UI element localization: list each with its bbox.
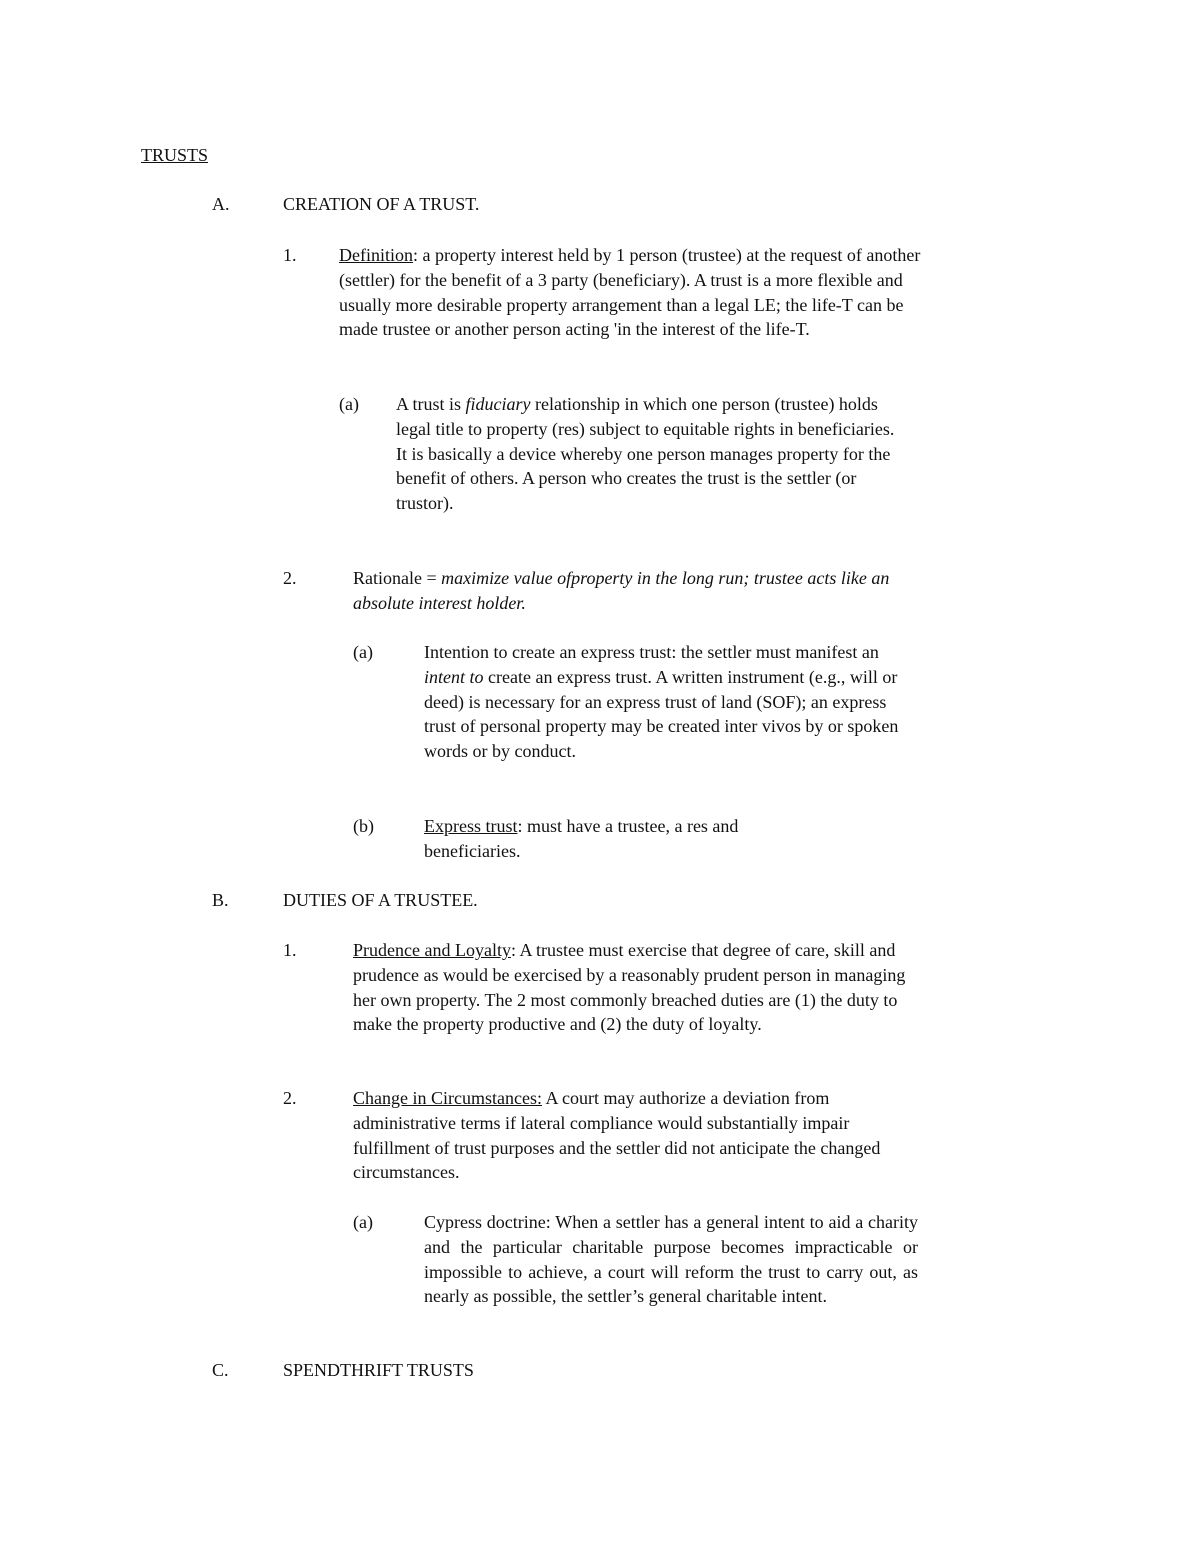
fiduciary-paragraph (396, 392, 896, 516)
intention-italic: intent to (424, 666, 484, 687)
express-trust-paragraph (424, 814, 824, 864)
fiduciary-text-after: relationship in which one person (trustee) holds legal title to property (res) subject to equitable rights in beneficiaries. It is basically a device whereby one person manages property for the benefit of others. A person who creates the trust is the settler (or trustor). (396, 394, 895, 514)
rationale-italic: maximize value ofproperty in the long run; trustee acts like an absolute interest holder. (353, 568, 890, 613)
section-marker: A. (212, 194, 230, 214)
definition-paragraph (339, 243, 924, 342)
definition-text: : a property interest held by 1 person (trustee) at the request of another (settler) for the benefit of a 3 party (beneficiary). A trust is a more flexible and usually more desirable property arrangement than a legal LE; the life-T can be made trustee or another person acting 'in the interest of the life-T. (339, 245, 921, 340)
rationale-paragraph (353, 566, 913, 616)
subitem-marker: (b) (353, 816, 374, 836)
section-marker: C. (212, 1360, 229, 1380)
intention-text-before: Intention to create an express trust: the settler must manifest an (424, 642, 879, 662)
section-heading: CREATION OF A TRUST. (283, 194, 480, 214)
subitem-marker: (a) (353, 1212, 373, 1232)
fiduciary-italic: fiduciary (465, 394, 531, 414)
express-trust-text: : must have a trustee, a res and beneficiaries. (424, 816, 739, 861)
subitem-marker: (a) (353, 642, 373, 662)
prudence-label: Prudence and Loyalty (353, 940, 511, 960)
section-marker: B. (212, 890, 229, 910)
definition-label: Definition (339, 245, 413, 265)
rationale-label: Rationale = (353, 568, 442, 588)
item-marker: 2. (283, 568, 297, 588)
item-marker: 1. (283, 245, 297, 265)
circumstances-label: Change in Circumstances: (353, 1088, 542, 1108)
document-title: TRUSTS (141, 145, 209, 165)
prudence-text: : A trustee must exercise that degree of care, skill and prudence as would be exercised by a reasonably prudent person in managing her own property. The 2 most commonly breached duties are (1) the duty to make the property productive and (2) the duty of loyalty. (353, 940, 906, 1035)
express-trust-label: Express trust (424, 816, 518, 836)
subitem-marker: (a) (339, 394, 359, 414)
section-heading: DUTIES OF A TRUSTEE. (283, 890, 478, 910)
cypress-paragraph: Cypress doctrine: When a settler has a general intent to aid a charity and the particular charitable purpose becomes impracticable or impossible to achieve, a court will reform the trust to carry out, as nearly as possible, the settler’s general charitable intent. (424, 1212, 918, 1307)
section-heading: SPENDTHRIFT TRUSTS (283, 1360, 474, 1380)
fiduciary-text-before: A trust is (396, 394, 466, 414)
circumstances-paragraph (353, 1086, 908, 1185)
item-marker: 2. (283, 1088, 297, 1108)
circumstances-text: A court may authorize a deviation from administrative terms if lateral compliance would substantially impair fulfillment of trust purposes and the settler did not anticipate the changed circumstances. (353, 1088, 881, 1183)
item-marker: 1. (283, 940, 297, 960)
prudence-paragraph (353, 938, 919, 1037)
intention-paragraph (424, 640, 920, 764)
intention-text-after: create an express trust. A written instrument (e.g., will or deed) is necessary for an express trust of land (SOF); an express trust of personal property may be created inter vivos by or spoken words or by conduct. (424, 666, 899, 762)
